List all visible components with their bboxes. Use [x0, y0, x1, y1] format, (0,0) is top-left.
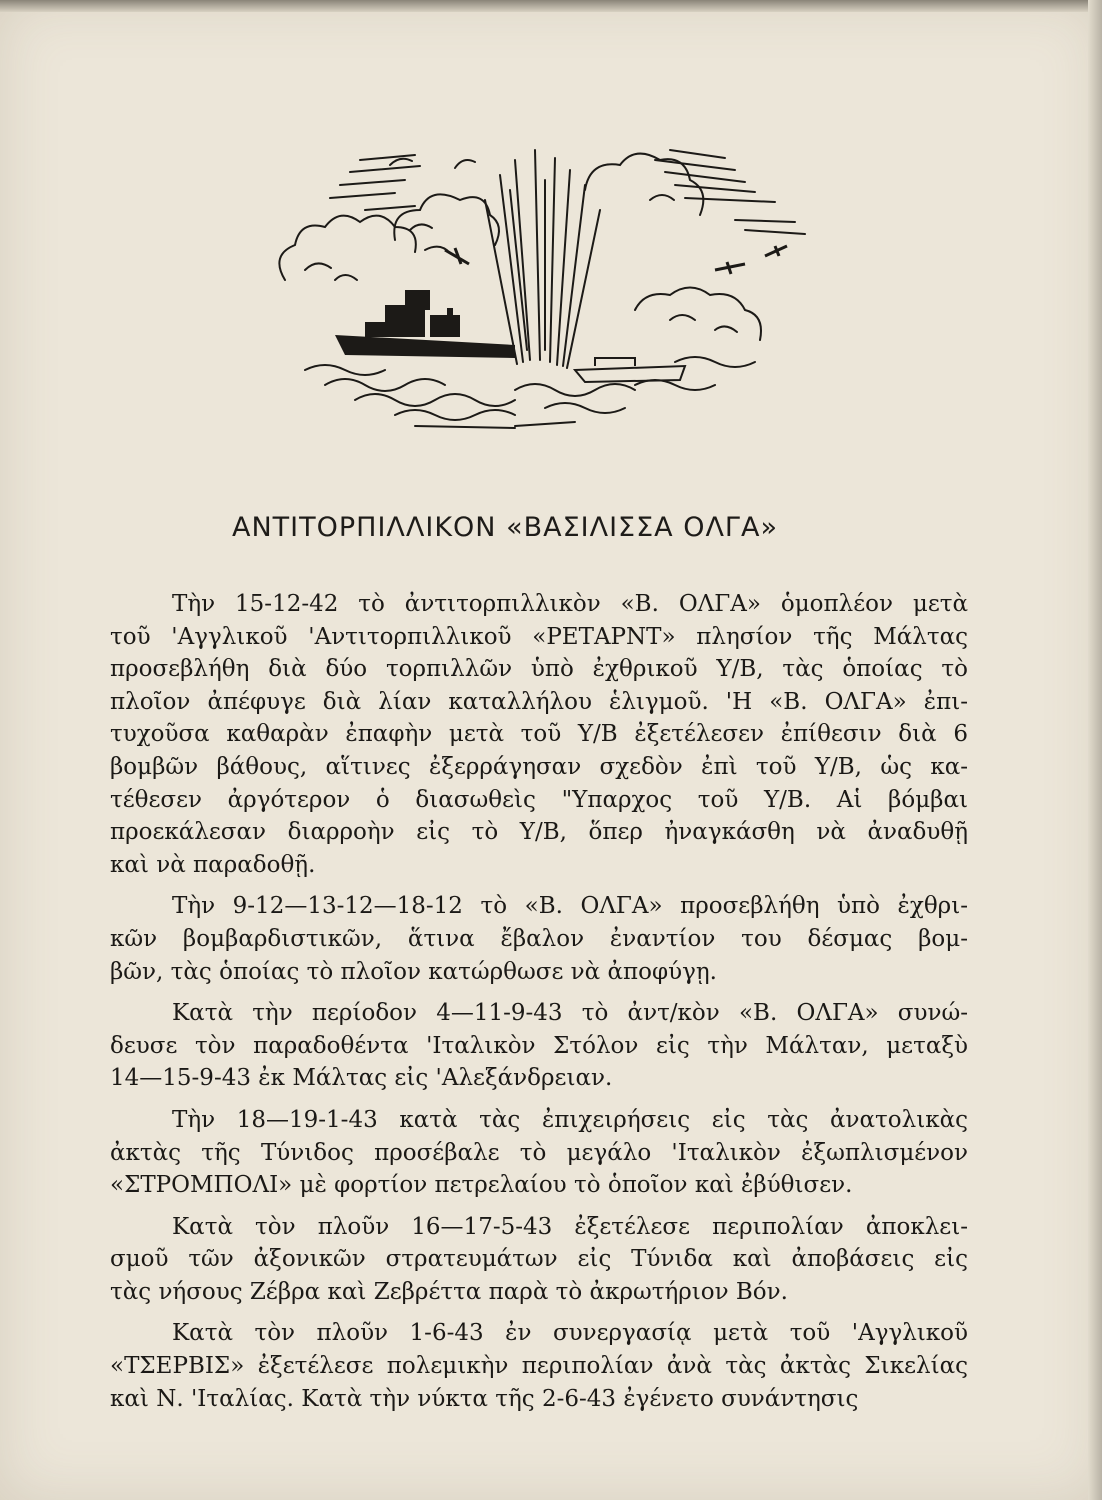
naval-battle-illustration: [215, 130, 815, 430]
paragraph: [110, 588, 968, 881]
text-line: προσεβλήθη διὰ δύο τορπιλλῶν ὑπὸ ἐχθρικοῦ Υ/Β, τὰς ὁποίας τὸ: [110, 656, 968, 683]
text-line: βῶν, τὰς ὁποίας τὸ πλοῖον κατώρθωσε νὰ ἀποφύγῃ.: [110, 958, 717, 985]
text-line: Κατὰ τὸν πλοῦν 16—17-5-43 ἐξετέλεσε περιπολίαν ἀποκλει-: [172, 1213, 968, 1240]
text-line: τέθεσεν ἀργότερον ὁ διασωθεὶς "Υπαρχος τοῦ Υ/Β. Αἱ βόμβαι: [110, 786, 968, 813]
text-line: Τὴν 9-12—13-12—18-12 τὸ «Β. ΟΛΓΑ» προσεβλήθη ὑπὸ ἐχθρι-: [172, 893, 968, 920]
text-line: καὶ νὰ παραδοθῇ.: [110, 851, 316, 878]
paragraph: [110, 1211, 968, 1309]
text-line: τοῦ 'Αγγλικοῦ 'Αντιτορπιλλικοῦ «ΡΕΤΑΡΝΤ» πλησίον τῆς Μάλτας: [110, 623, 968, 650]
text-line: Κατὰ τὸν πλοῦν 1-6-43 ἐν συνεργασίᾳ μετὰ τοῦ 'Αγγλικοῦ: [172, 1320, 968, 1347]
text-line: δευσε τὸν παραδοθέντα 'Ιταλικὸν Στόλον εἰς τὴν Μάλταν, μεταξὺ: [110, 1032, 968, 1059]
text-line: βομβῶν βάθους, αἵτινες ἐξερράγησαν σχεδὸν ἐπὶ τοῦ Υ/Β, ὡς κα-: [110, 753, 968, 780]
page-right-edge: [1088, 0, 1102, 1500]
text-line: τὰς νήσους Ζέβρα καὶ Ζεβρέττα παρὰ τὸ ἀκρωτήριον Βόν.: [110, 1278, 788, 1305]
text-line: Κατὰ τὴν περίοδον 4—11-9-43 τὸ ἀντ/κὸν «Β. ΟΛΓΑ» συνώ-: [172, 1000, 968, 1027]
text-line: «ΣΤΡΟΜΠΟΛΙ» μὲ φορτίον πετρελαίου τὸ ὁποῖον καὶ ἐβύθισεν.: [110, 1172, 853, 1199]
text-line: ἀκτὰς τῆς Τύνιδος προσέβαλε τὸ μεγάλο 'Ιταλικὸν ἐξωπλισμένον: [110, 1139, 968, 1166]
body-text: [110, 588, 968, 1424]
text-line: πλοῖον ἀπέφυγε διὰ λίαν καταλλήλου ἑλιγμοῦ. 'Η «Β. ΟΛΓΑ» ἐπι-: [110, 688, 968, 715]
text-line: Τὴν 18—19-1-43 κατὰ τὰς ἐπιχειρήσεις εἰς τὰς ἀνατολικὰς: [172, 1106, 968, 1133]
paragraph: [110, 1317, 968, 1415]
page-top-edge: [0, 0, 1102, 12]
text-line: «ΤΣΕΡΒΙΣ» ἐξετέλεσε πολεμικὴν περιπολίαν ἀνὰ τὰς ἀκτὰς Σικελίας: [110, 1353, 968, 1380]
text-line: κῶν βομβαρδιστικῶν, ἅτινα ἔβαλον ἐναντίον του δέσμας βομ-: [110, 925, 968, 952]
paragraph: [110, 1104, 968, 1202]
paragraph: [110, 997, 968, 1095]
text-line: προεκάλεσαν διαρροὴν εἰς τὸ Υ/Β, ὅπερ ἠναγκάσθη νὰ ἀναδυθῇ: [110, 819, 968, 846]
paragraph: [110, 890, 968, 988]
page-title: ΑΝΤΙΤΟΡΠΙΛΛΙΚΟΝ «ΒΑΣΙΛΙΣΣΑ ΟΛΓΑ»: [232, 512, 778, 543]
text-line: καὶ Ν. 'Ιταλίας. Κατὰ τὴν νύκτα τῆς 2-6-43 ἐγένετο συνάντησις: [110, 1385, 859, 1412]
text-line: σμοῦ τῶν ἀξονικῶν στρατευμάτων εἰς Τύνιδα καὶ ἀποβάσεις εἰς: [110, 1246, 968, 1273]
text-line: Τὴν 15-12-42 τὸ ἀντιτορπιλλικὸν «Β. ΟΛΓΑ» ὁμοπλέον μετὰ: [172, 591, 968, 617]
text-line: 14—15-9-43 ἐκ Μάλτας εἰς 'Αλεξάνδρειαν.: [110, 1065, 613, 1092]
text-line: τυχοῦσα καθαρὰν ἐπαφὴν μετὰ τοῦ Υ/Β ἐξετέλεσεν ἐπίθεσιν διὰ 6: [110, 721, 968, 748]
